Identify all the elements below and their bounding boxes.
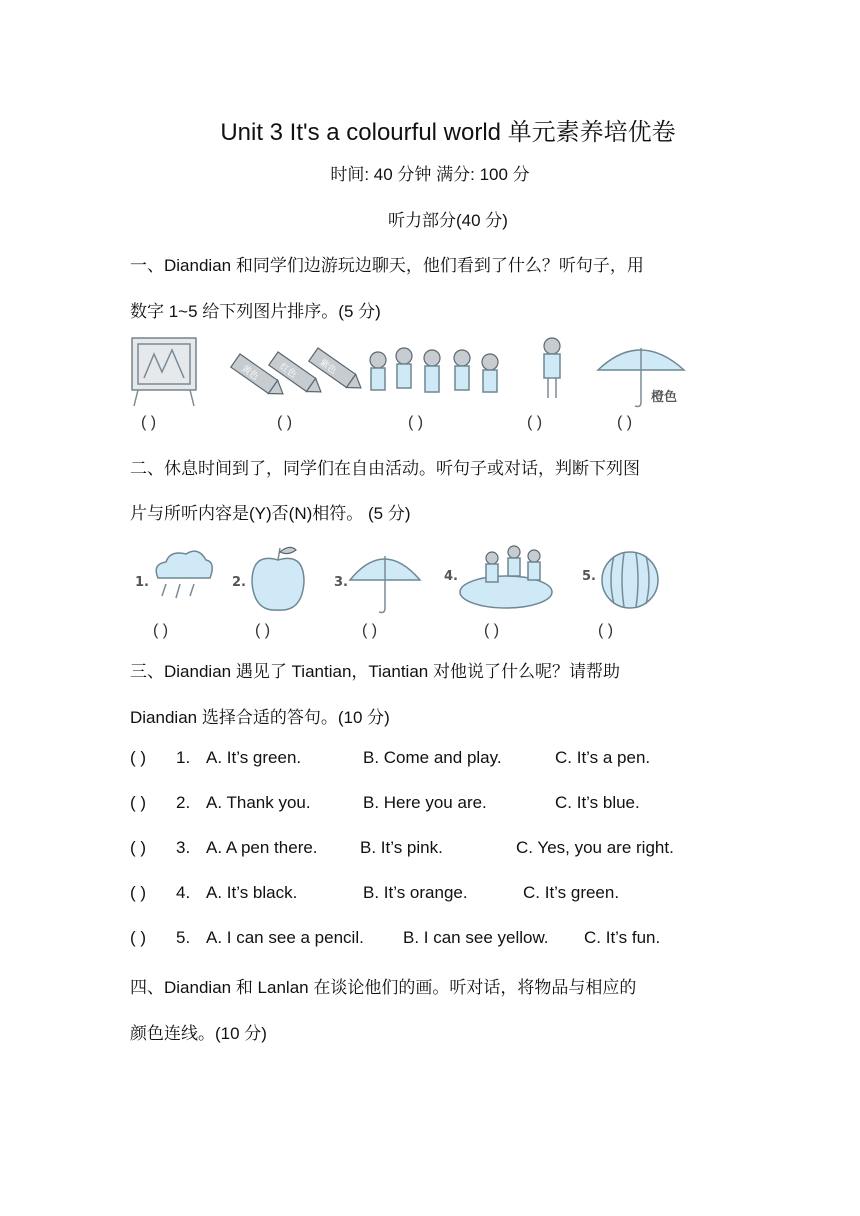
section1-pictures bbox=[128, 332, 688, 412]
option-a: A. It’s green. bbox=[206, 748, 302, 767]
section1-answer-blank[interactable]: ( ) bbox=[527, 414, 543, 431]
section2-answer-blank[interactable]: ( ) bbox=[153, 622, 169, 639]
answer-blank[interactable]: ( ) bbox=[130, 838, 147, 857]
answer-blank[interactable]: ( ) bbox=[130, 748, 147, 767]
answer-blank[interactable]: ( ) bbox=[130, 883, 147, 902]
option-b: B. It’s pink. bbox=[360, 838, 443, 857]
answer-blank[interactable]: ( ) bbox=[130, 928, 147, 947]
section4-instruction-line2: 颜色连线。(10 分) bbox=[130, 1024, 267, 1043]
option-a: A. A pen there. bbox=[206, 838, 318, 857]
option-b: B. Here you are. bbox=[363, 793, 487, 812]
section2-pictures bbox=[130, 538, 670, 618]
umbrella-color-label: 橙色 bbox=[651, 390, 678, 405]
question-number: 1. bbox=[176, 748, 191, 767]
section3-instruction-line1: 三、Diandian 遇见了 Tiantian，Tiantian 对他说了什么呢？请帮助 bbox=[130, 662, 620, 681]
question-number: 2. bbox=[176, 793, 191, 812]
time-score-info: 时间: 40 分钟 满分: 100 分 bbox=[330, 165, 530, 184]
watermelon-picture bbox=[582, 552, 658, 608]
page-title: Unit 3 It's a colourful world 单元素养培优卷 bbox=[220, 119, 676, 146]
item-number: 5. bbox=[582, 569, 596, 584]
answer-blank[interactable]: ( ) bbox=[130, 793, 147, 812]
boy-picture bbox=[544, 338, 560, 398]
item-number: 4. bbox=[444, 569, 458, 584]
section2-instruction-line1: 二、休息时间到了，同学们在自由活动。听句子或对话，判断下列图 bbox=[130, 459, 640, 478]
crayons-picture bbox=[231, 348, 366, 400]
item-number: 2. bbox=[232, 575, 246, 590]
question-number: 3. bbox=[176, 838, 191, 857]
option-c: C. It’s blue. bbox=[555, 793, 640, 812]
crayon-label-red: 红色 bbox=[277, 361, 299, 381]
item-number: 1. bbox=[135, 575, 149, 590]
crayon-label-yellow: 黄色 bbox=[239, 363, 261, 383]
section4-instruction-line1: 四、Diandian 和 Lanlan 在谈论他们的画。听对话，将物品与相应的 bbox=[130, 978, 637, 997]
section2-answer-blank[interactable]: ( ) bbox=[255, 622, 271, 639]
option-a: A. Thank you. bbox=[206, 793, 311, 812]
option-c: C. It’s a pen. bbox=[555, 748, 651, 767]
playground-picture bbox=[444, 546, 552, 608]
section1-answer-blank[interactable]: ( ) bbox=[617, 414, 633, 431]
section2-answer-blank[interactable]: ( ) bbox=[362, 622, 378, 639]
apple-picture bbox=[232, 547, 304, 610]
section2-answer-blank[interactable]: ( ) bbox=[598, 622, 614, 639]
listening-heading: 听力部分(40 分) bbox=[388, 211, 508, 230]
rain-cloud-picture bbox=[135, 551, 212, 598]
children-group-picture bbox=[370, 348, 498, 392]
item-number: 3. bbox=[334, 575, 348, 590]
section1-answer-blank[interactable]: ( ) bbox=[408, 414, 424, 431]
option-b: B. It’s orange. bbox=[363, 883, 468, 902]
umbrella-picture-2 bbox=[334, 556, 420, 613]
option-c: C. Yes, you are right. bbox=[516, 838, 674, 857]
option-a: A. I can see a pencil. bbox=[206, 928, 364, 947]
section1-answer-blank[interactable]: ( ) bbox=[277, 414, 293, 431]
umbrella-picture bbox=[598, 348, 684, 407]
section2-instruction-line2: 片与所听内容是(Y)否(N)相符。 (5 分) bbox=[130, 504, 411, 523]
option-b: B. I can see yellow. bbox=[403, 928, 549, 947]
blackboard-picture bbox=[132, 338, 196, 406]
option-c: C. It’s green. bbox=[523, 883, 620, 902]
question-number: 4. bbox=[176, 883, 191, 902]
section1-instruction-line2: 数字 1~5 给下列图片排序。(5 分) bbox=[130, 302, 381, 321]
question-number: 5. bbox=[176, 928, 191, 947]
option-c: C. It’s fun. bbox=[584, 928, 661, 947]
option-b: B. Come and play. bbox=[363, 748, 502, 767]
section3-instruction-line2: Diandian 选择合适的答句。(10 分) bbox=[130, 708, 390, 727]
section2-answer-blank[interactable]: ( ) bbox=[484, 622, 500, 639]
section1-answer-blank[interactable]: ( ) bbox=[141, 414, 157, 431]
crayon-label-purple: 紫色 bbox=[317, 357, 339, 377]
section1-instruction-line1: 一、Diandian 和同学们边游玩边聊天，他们看到了什么？听句子，用 bbox=[130, 256, 644, 275]
option-a: A. It’s black. bbox=[206, 883, 298, 902]
